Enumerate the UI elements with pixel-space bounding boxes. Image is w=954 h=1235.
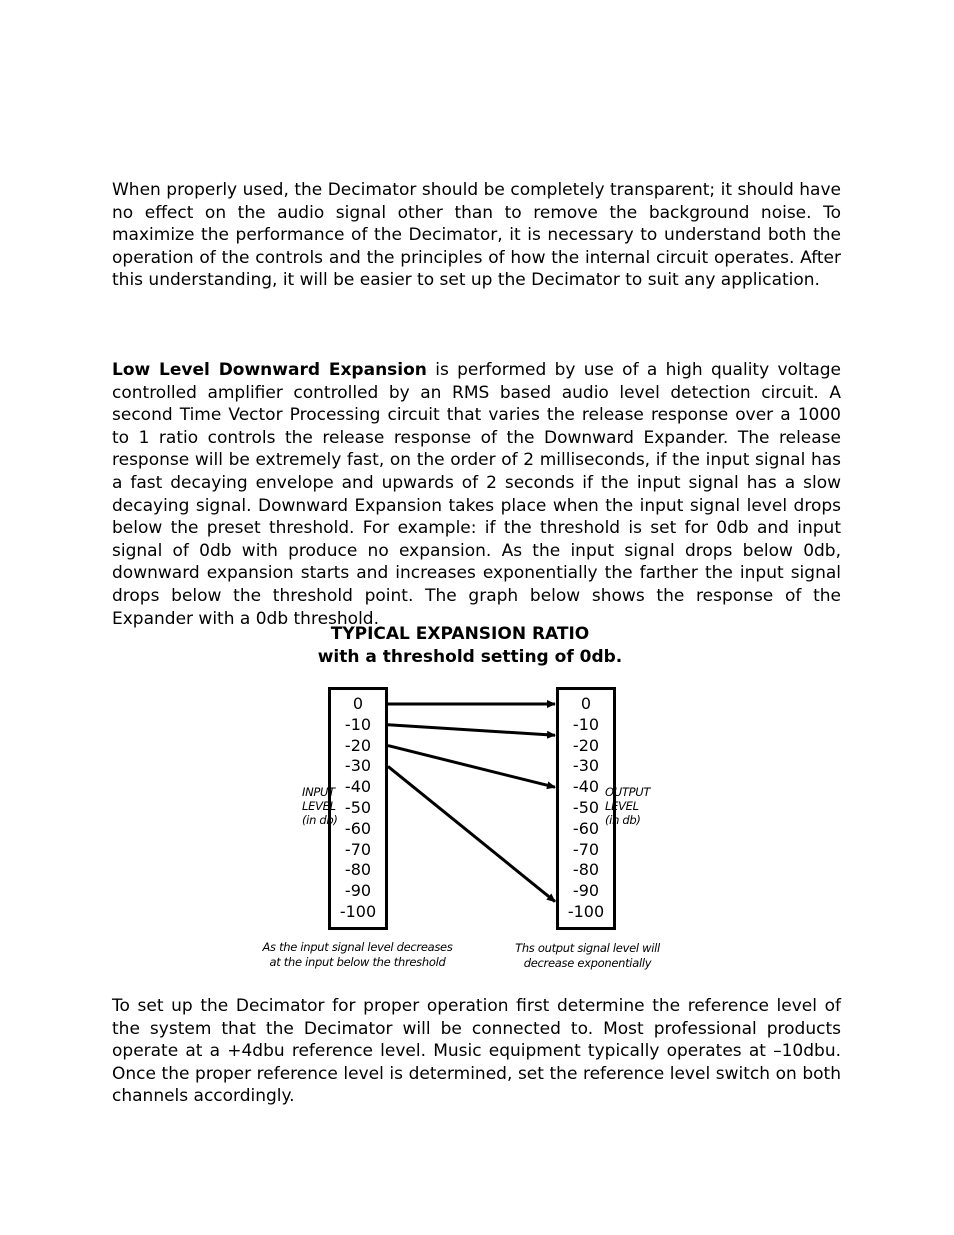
setup-paragraph: To set up the Decimator for proper operation first determine the reference level of the system that the Decimator will be connected to. Most professional products operate at a +4dbu reference level. Music equipment typically operates at –10dbu. Once the proper reference level is determined, set the reference level switch on both channels accordingly. [112,996,841,1107]
output-label-line: OUTPUT [605,785,651,799]
output-tick: -50 [572,798,600,817]
input-label-line: INPUT [302,785,335,799]
input-tick: -50 [344,798,372,817]
intro-paragraph: When properly used, the Decimator should be completely transparent; it should have no effect on the audio signal other than to remove the background noise. To maximize the performance of the Decimator, it is necessary to understand both the operation of the controls and the principles of how the internal circuit operates. After this understanding, it will be easier to set up the Decimator to suit any application. [112,180,841,291]
expansion-body: is performed by use of a high quality voltage controlled amplifier controlled by an RMS based audio level detection circuit. A second Time Vector Processing circuit that varies the release response over a 1000 to 1 ratio controls the release response of the Downward Expander. The release response will be extremely fast, on the order of 2 milliseconds, if the input signal has a fast decaying envelope and upwards of 2 seconds if the input signal has a slow decaying signal. Downward Expansion takes place when the input signal level drops below the preset threshold. For example: if the threshold is set for 0db and input signal of 0db with produce no expansion. As the input signal drops below 0db, downward expansion starts and increases exponentially the farther the input signal drops below the threshold point. The graph below shows the response of the Expander with a 0db threshold. [112,360,841,629]
input-caption [255,940,460,970]
output-tick: -40 [572,777,600,797]
output-tick: -100 [567,902,605,921]
input-label-line: (in db) [302,813,338,827]
input-tick: -100 [339,902,377,921]
output-tick: -10 [572,714,600,734]
input-caption-line: As the input signal level decreases [262,940,453,954]
input-tick: -60 [344,818,372,838]
input-caption-line: at the input below the threshold [269,955,446,969]
figure-title: TYPICAL EXPANSION RATIO [330,624,590,644]
output-tick: -60 [572,818,600,838]
output-label-line: LEVEL [605,799,639,813]
input-tick: -40 [344,777,372,797]
output-caption-line: Ths output signal level will [515,941,660,955]
input-tick: -80 [344,860,372,880]
expansion-arrow [388,725,555,735]
output-tick: -90 [572,881,600,901]
output-label-line: (in db) [605,813,641,827]
expansion-heading: Low Level Downward Expansion [112,360,427,380]
expansion-arrow [388,746,555,788]
input-tick: -10 [344,714,372,734]
output-tick: -30 [572,756,600,776]
input-tick: -20 [344,735,372,755]
input-tick: -70 [344,839,372,859]
input-tick: -30 [344,756,372,776]
input-tick: -90 [344,881,372,901]
input-label-line: LEVEL [302,799,336,813]
expansion-arrow [388,766,555,901]
output-tick: -70 [572,839,600,859]
output-tick: -20 [572,735,600,755]
output-tick: -80 [572,860,600,880]
input-tick: 0 [352,694,364,713]
output-tick: 0 [580,694,592,713]
output-caption [500,941,675,971]
figure-subtitle: with a threshold setting of 0db. [317,647,623,667]
output-caption-line: decrease exponentially [523,956,652,970]
